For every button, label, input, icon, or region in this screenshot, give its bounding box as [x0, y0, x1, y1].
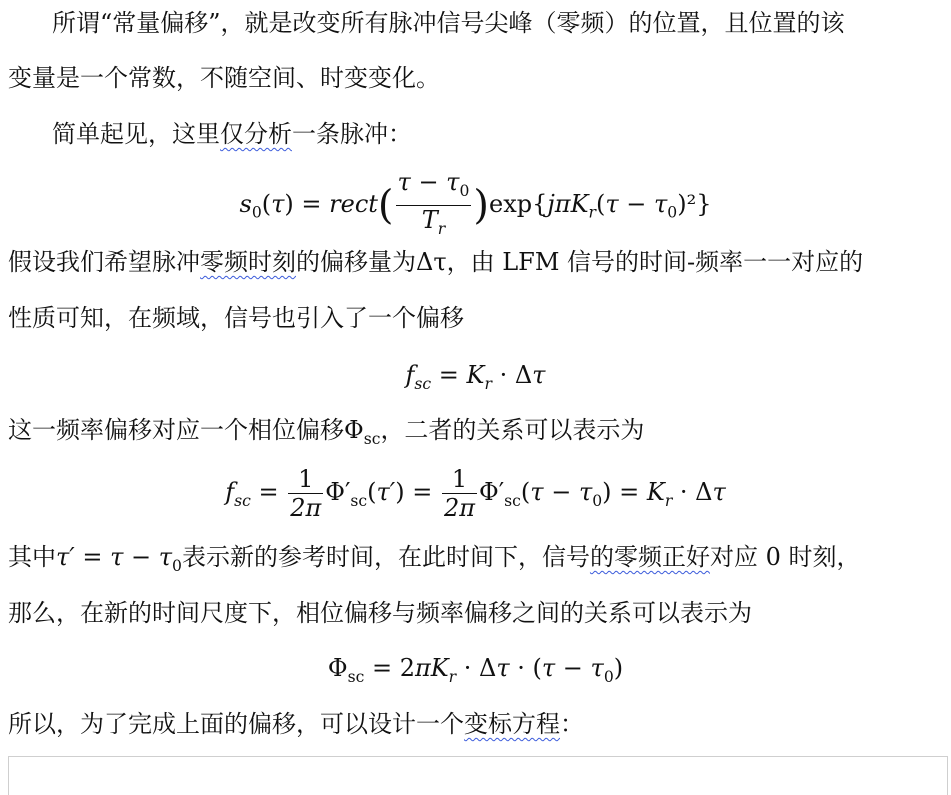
spellcheck-underline[interactable]: 的零频正好: [589, 543, 710, 571]
paragraph-line: 所以，为了完成上面的偏移，可以设计一个变标方程：: [8, 710, 584, 738]
paragraph-line: 所谓“常量偏移”，就是改变所有脉冲信号尖峰（零频）的位置，且位置的该: [52, 9, 845, 37]
paragraph-line: 其中$\tau' = \tau - \tau_0$表示新的参考时间，在此时间下，信号的零频正好对应 0 时刻，: [8, 543, 861, 575]
paragraph-line: 这一频率偏移对应一个相位偏移$\Phi_{sc}$，二者的关系可以表示为: [8, 416, 645, 448]
spellcheck-underline[interactable]: 仅分析: [220, 120, 292, 148]
equation-phase-shift: $\Phi_{sc} = 2\pi K_r \cdot \Delta\tau \cdot (\tau - \tau_0)$: [327, 654, 624, 686]
spellcheck-underline[interactable]: 零频时刻: [200, 248, 296, 276]
equation-frequency-shift: $f_{sc} = K_r \cdot \Delta\tau$: [405, 361, 546, 393]
equation-phase-frequency: $f_{sc}$ = $\frac{1}{2\pi}$ $\Phi'_{sc}(\tau')$ = $\frac{1}{2\pi}$ $\Phi'_{sc}(\tau - \tau_0) = K_r \cdot \Delta\tau$: [225, 465, 726, 522]
paragraph-line: 假设我们希望脉冲零频时刻的偏移量为Δτ，由 LFM 信号的时间-频率一一对应的: [8, 248, 864, 276]
paragraph-line: 简单起见，这里仅分析一条脉冲：: [52, 120, 412, 148]
paragraph-line: 那么，在新的时间尺度下，相位偏移与频率偏移之间的关系可以表示为: [8, 599, 752, 627]
spellcheck-underline[interactable]: 变标方程: [464, 710, 560, 738]
paragraph-line: 性质可知，在频域，信号也引入了一个偏移: [8, 304, 464, 332]
paragraph-line: 变量是一个常数，不随空间、时变变化。: [8, 64, 440, 92]
equation-signal: $s_0(\tau)$ = rect( $\frac{\tau - \tau_0}{T_r}$ )$\exp\{j\pi K_r(\tau - \tau_0)^2\}$: [239, 168, 712, 238]
equation-box-outline[interactable]: [8, 756, 948, 795]
